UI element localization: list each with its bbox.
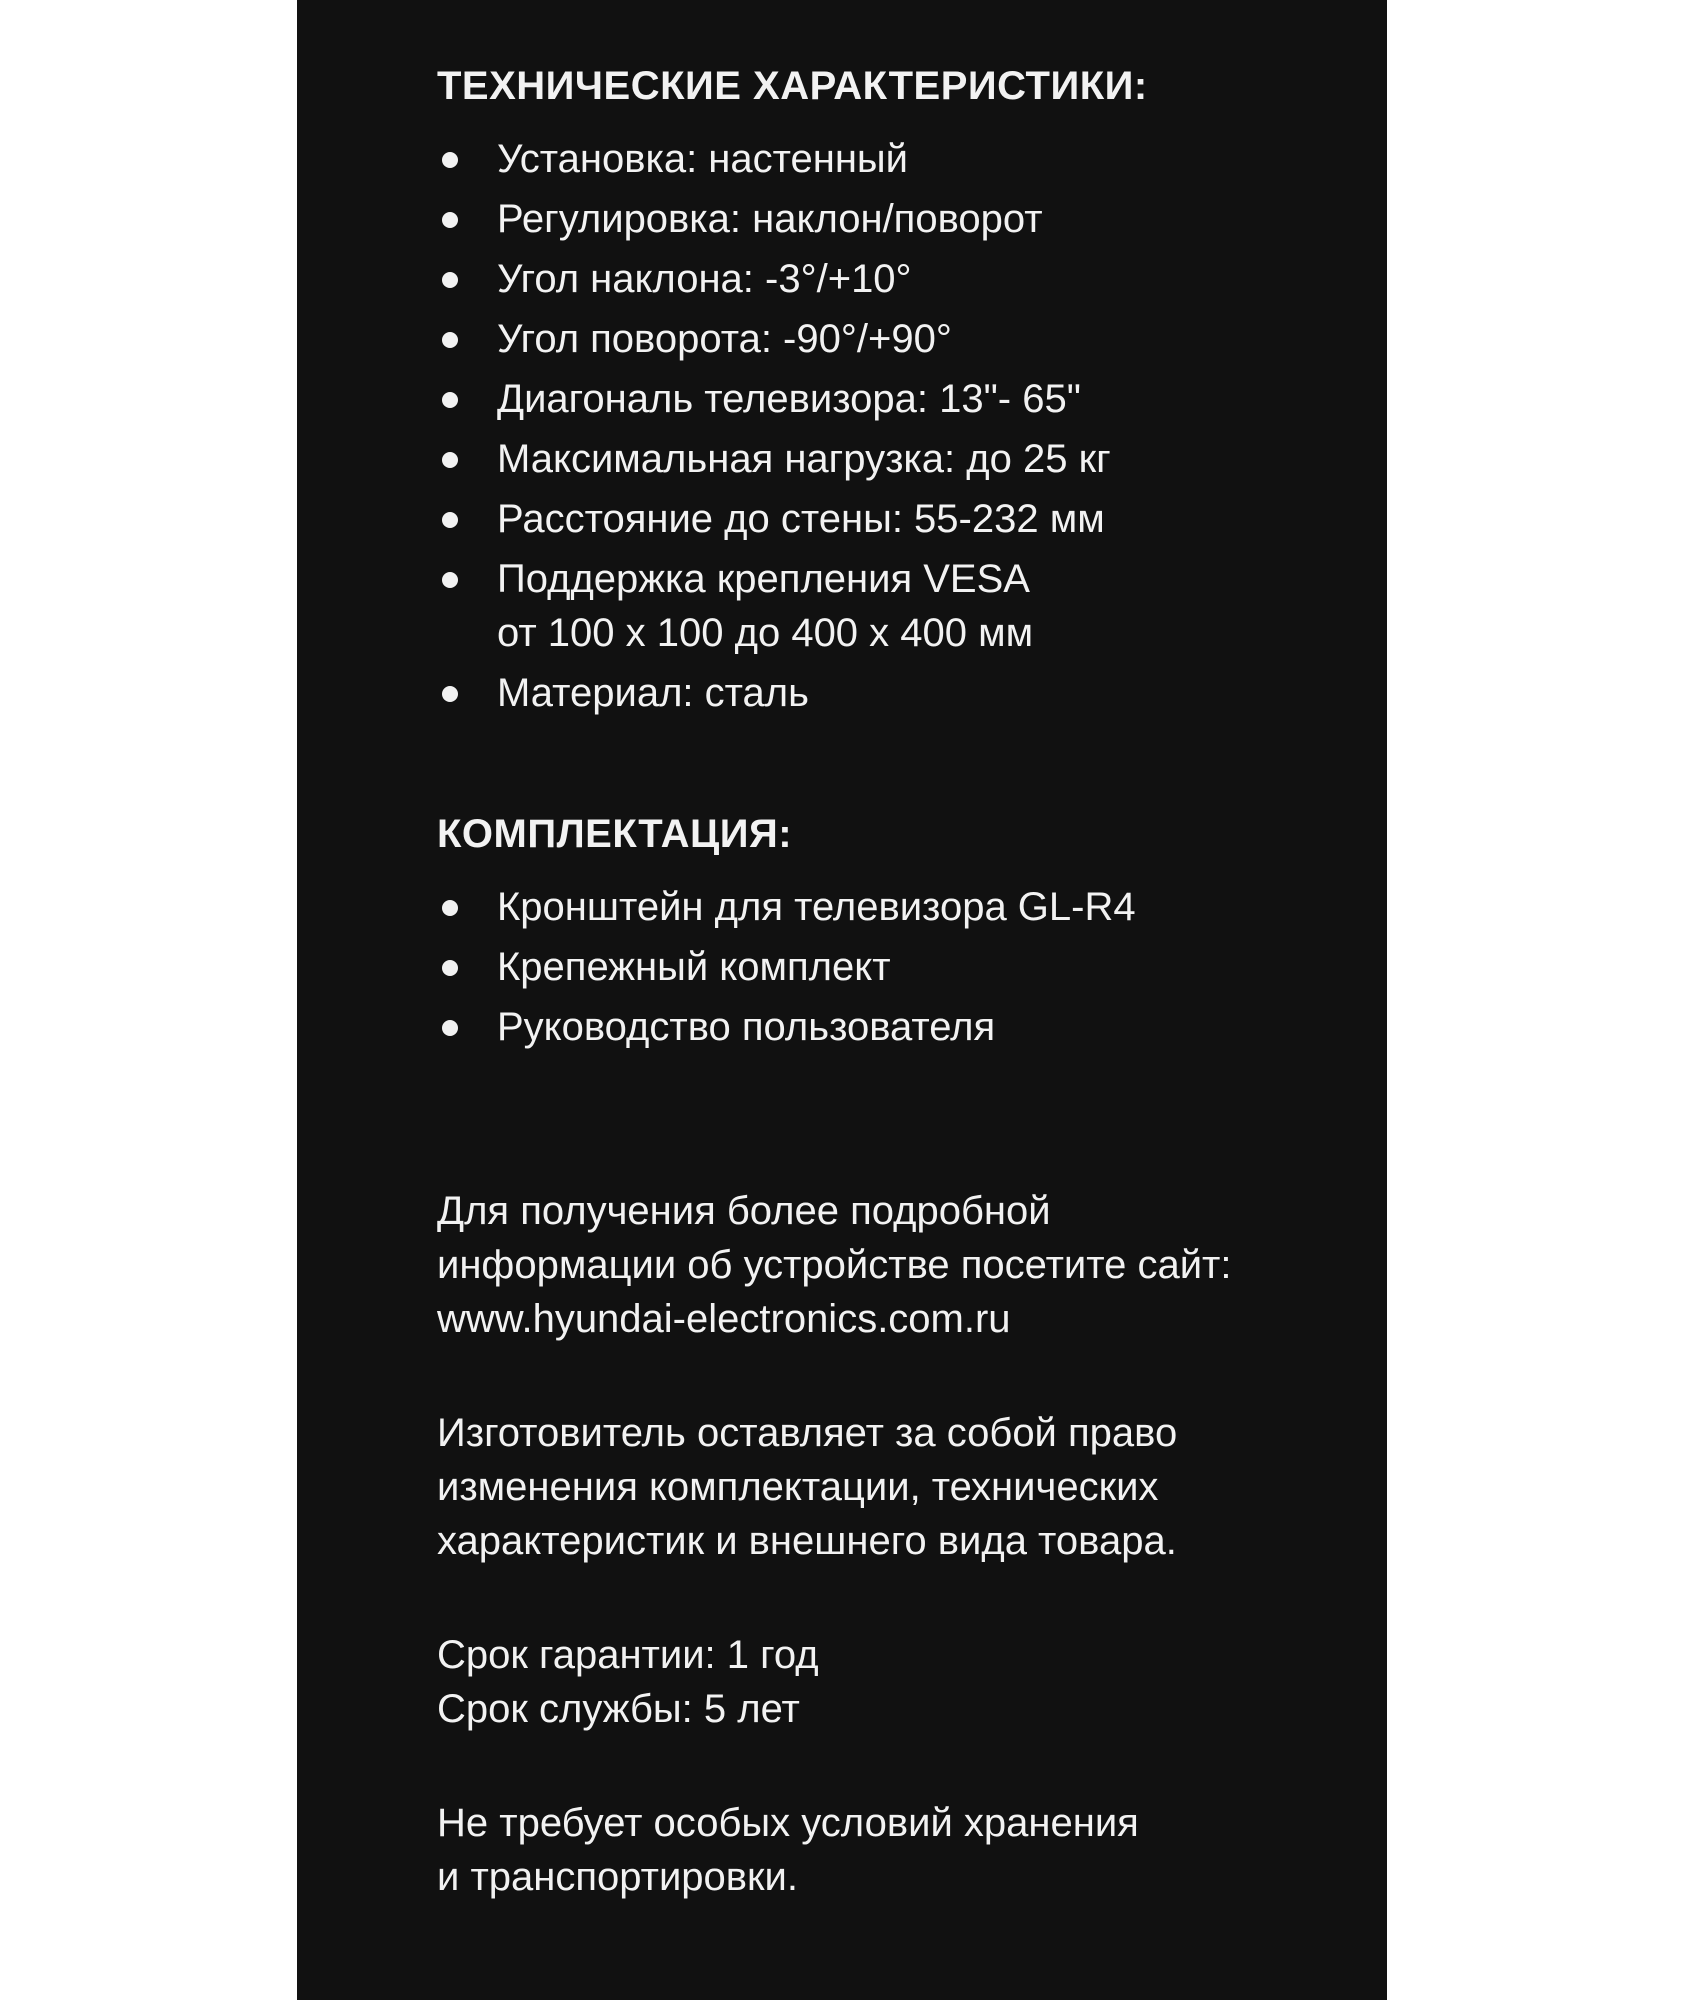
bullet-icon <box>442 332 458 348</box>
kit-item-fasteners: Крепежный комплект <box>437 940 1357 994</box>
warranty-period: Срок гарантии: 1 год <box>437 1633 819 1677</box>
specs-heading: ТЕХНИЧЕСКИЕ ХАРАКТЕРИСТИКИ: <box>437 64 1148 108</box>
bullet-icon <box>442 272 458 288</box>
bullet-icon <box>442 900 458 916</box>
kit-item-bracket: Кронштейн для телевизора GL-R4 <box>437 880 1357 934</box>
spec-item-vesa: Поддержка крепления VESA от 100 х 100 до 400 х 400 мм <box>437 552 1357 660</box>
kit-item-manual: Руководство пользователя <box>437 1000 1357 1054</box>
bullet-icon <box>442 152 458 168</box>
warranty-paragraph <box>437 1628 1357 1736</box>
bullet-icon <box>442 512 458 528</box>
bullet-icon <box>442 212 458 228</box>
bullet-icon <box>442 572 458 588</box>
spec-item-material: Материал: сталь <box>437 666 1357 720</box>
service-life: Срок службы: 5 лет <box>437 1687 800 1731</box>
spec-item-tv-diagonal: Диагональ телевизора: 13"- 65" <box>437 372 1357 426</box>
spec-item-max-load: Максимальная нагрузка: до 25 кг <box>437 432 1357 486</box>
bullet-icon <box>442 960 458 976</box>
spec-item-wall-distance: Расстояние до стены: 55-232 мм <box>437 492 1357 546</box>
specs-list <box>437 132 1357 720</box>
spec-item-swivel-angle: Угол поворота: -90°/+90° <box>437 312 1357 366</box>
bullet-icon <box>442 452 458 468</box>
storage-paragraph: Не требует особых условий хранения и транспортировки. <box>437 1801 1139 1899</box>
info-paragraph: Для получения более подробной информации об устройстве посетите сайт: www.hyundai-electronics.com.ru <box>437 1184 1357 1346</box>
bullet-icon <box>442 686 458 702</box>
bullet-icon <box>442 392 458 408</box>
kit-heading: КОМПЛЕКТАЦИЯ: <box>437 812 793 856</box>
website-url: www.hyundai-electronics.com.ru <box>437 1297 1011 1341</box>
spec-content <box>437 62 1357 1964</box>
bullet-icon <box>442 1020 458 1036</box>
spec-item-adjustment: Регулировка: наклон/поворот <box>437 192 1357 246</box>
kit-list <box>437 880 1357 1054</box>
spec-item-mounting: Установка: настенный <box>437 132 1357 186</box>
disclaimer-paragraph: Изготовитель оставляет за собой право изменения комплектации, технических характеристик и внешнего вида товара. <box>437 1411 1178 1563</box>
spec-item-tilt-angle: Угол наклона: -3°/+10° <box>437 252 1357 306</box>
spec-panel <box>297 0 1387 2000</box>
